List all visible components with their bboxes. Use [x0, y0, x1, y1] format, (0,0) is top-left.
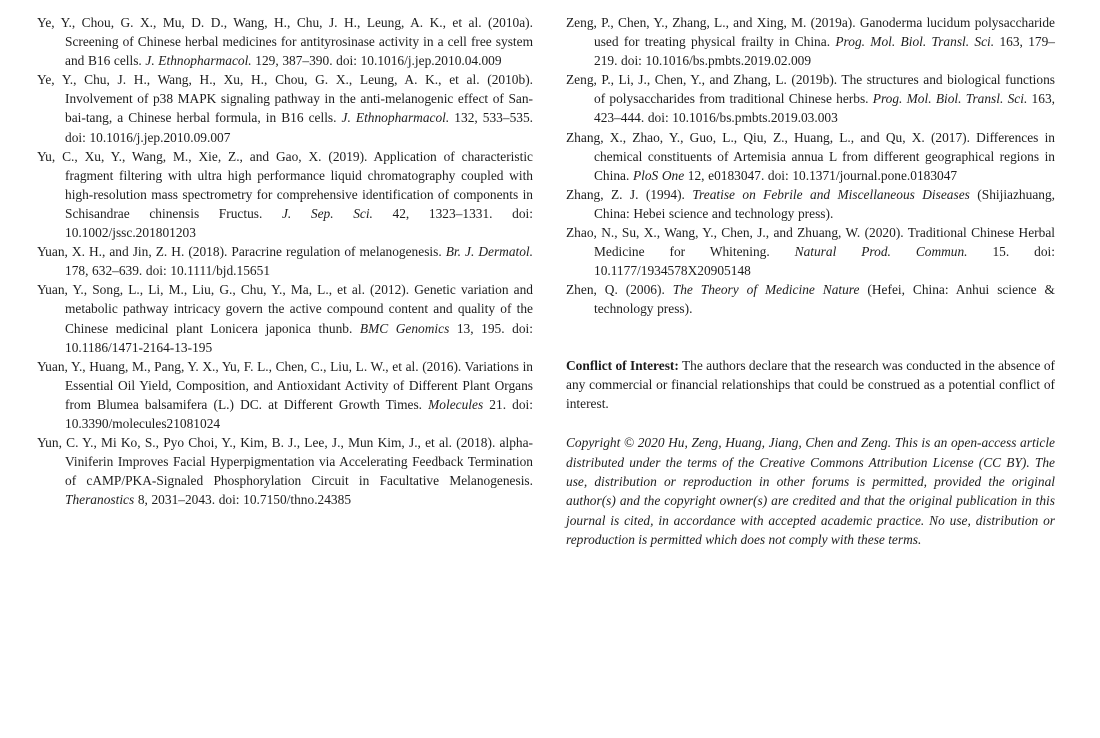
- journal-or-book-title: Molecules: [428, 396, 484, 412]
- reference-entry: [37, 357, 533, 433]
- reference-entry: [37, 280, 533, 356]
- reference-text: 163, 179–219. doi: 10.1016/bs.pmbts.2019.02.009: [594, 34, 1055, 69]
- reference-text: Zhang, Z. J. (1994).: [566, 186, 693, 202]
- reference-entry: [566, 13, 1055, 70]
- reference-text: 132, 533–535. doi: 10.1016/j.jep.2010.09.007: [65, 110, 534, 145]
- reference-entry: [37, 433, 533, 509]
- reference-text: Zhen, Q. (2006).: [566, 282, 673, 298]
- reference-text: Yun, C. Y., Mi Ko, S., Pyo Choi, Y., Kim, B. J., Lee, J., Mun Kim, J., et al. (2018). alpha-Viniferin Improves Facial Hyperpigmentation via Accelerating Feedback Termination of cAMP/PKA-Signaled Phosphorylation Circuit in Facultative Melanogenesis.: [37, 435, 533, 489]
- references-column-right: [566, 13, 1055, 738]
- reference-entry: [566, 223, 1055, 280]
- reference-text: Yuan, X. H., and Jin, Z. H. (2018). Paracrine regulation of melanogenesis.: [37, 244, 446, 260]
- reference-text: 178, 632–639. doi: 10.1111/bjd.15651: [65, 263, 271, 279]
- reference-text: 163, 423–444. doi: 10.1016/bs.pmbts.2019.03.003: [594, 91, 1055, 126]
- references-column-left: [37, 13, 533, 738]
- reference-entry: [37, 147, 533, 242]
- reference-text: Ye, Y., Chu, J. H., Wang, H., Xu, H., Chou, G. X., Leung, A. K., et al. (2010b). Involvement of p38 MAPK signaling pathway in the anti-melanogenic effect of San-bai-tang, a Chinese herbal formula, in B16 cells.: [37, 72, 533, 126]
- journal-or-book-title: Prog. Mol. Biol. Transl. Sci.: [835, 34, 995, 50]
- journal-or-book-title: Theranostics: [65, 492, 135, 508]
- reference-entry: [566, 128, 1055, 185]
- reference-text: 12, e0183047. doi: 10.1371/journal.pone.0183047: [684, 167, 958, 183]
- reference-text: 13, 195. doi: 10.1186/1471-2164-13-195: [65, 320, 533, 355]
- references-list-right: [566, 13, 1055, 319]
- journal-or-book-title: J. Ethnopharmacol.: [341, 110, 450, 126]
- reference-text: 129, 387–390. doi: 10.1016/j.jep.2010.04.009: [251, 53, 502, 69]
- reference-text: Zeng, P., Li, J., Chen, Y., and Zhang, L. (2019b). The structures and biological functions of polysaccharides from traditional Chinese herbs.: [566, 72, 1055, 107]
- journal-or-book-title: PloS One: [632, 167, 685, 183]
- reference-text: 15. doi: 10.1177/1934578X20905148: [594, 244, 1055, 279]
- journal-or-book-title: J. Ethnopharmacol.: [145, 53, 252, 69]
- conflict-of-interest-text: The authors declare that the research was conducted in the absence of any commercial or financial relationships that could be construed as a potential conflict of interest.: [566, 357, 1055, 412]
- conflict-of-interest-paragraph: [566, 356, 1055, 414]
- reference-text: Zhang, X., Zhao, Y., Guo, L., Qiu, Z., Huang, L., and Qu, X. (2017). Differences in chemical constituents of Artemisia annua L from different geographical regions in China.: [566, 129, 1055, 183]
- journal-or-book-title: Br. J. Dermatol.: [445, 244, 534, 260]
- reference-entry: [566, 280, 1055, 318]
- journal-or-book-title: The Theory of Medicine Nature: [672, 282, 860, 298]
- conflict-of-interest-label: Conflict of Interest:: [566, 357, 679, 373]
- reference-text: 42, 1323–1331. doi: 10.1002/jssc.201801203: [65, 205, 533, 241]
- journal-or-book-title: Prog. Mol. Biol. Transl. Sci.: [872, 91, 1028, 107]
- reference-entry: [37, 70, 533, 146]
- reference-text: (Shijiazhuang, China: Hebei science and technology press).: [594, 186, 1056, 221]
- reference-text: Zeng, P., Chen, Y., Zhang, L., and Xing, M. (2019a). Ganoderma lucidum polysaccharide used for treating physical frailty in China.: [566, 15, 1055, 50]
- journal-or-book-title: Treatise on Febrile and Miscellaneous Diseases: [692, 186, 970, 202]
- journal-or-book-title: BMC Genomics: [359, 320, 450, 336]
- reference-text: (Hefei, China: Anhui science & technology press).: [594, 282, 1055, 317]
- reference-text: Ye, Y., Chou, G. X., Mu, D. D., Wang, H., Chu, J. H., Leung, A. K., et al. (2010a). Screening of Chinese herbal medicines for antityrosinase activity in a cell free system and B16 cells.: [37, 15, 533, 69]
- journal-or-book-title: Natural Prod. Commun.: [794, 244, 968, 260]
- reference-text: Yu, C., Xu, Y., Wang, M., Xie, Z., and Gao, X. (2019). Application of characteristic fragment filtering with ultra high performance liquid chromatography coupled with high-resolution mass spectrometry for comprehensive identification of components in Schisandrae chinensis Fructus.: [37, 148, 533, 221]
- journal-or-book-title: J. Sep. Sci.: [281, 205, 373, 221]
- reference-text: 8, 2031–2043. doi: 10.7150/thno.24385: [134, 492, 352, 508]
- reference-entry: [37, 13, 533, 70]
- reference-entry: [37, 242, 533, 280]
- reference-text: 21. doi: 10.3390/molecules21081024: [65, 396, 534, 431]
- reference-text: Yuan, Y., Huang, M., Pang, Y. X., Yu, F. L., Chen, C., Liu, L. W., et al. (2016). Variations in Essential Oil Yield, Composition, and Antioxidant Activity of Different Plant Organs from Blumea balsamifera (L.) DC. at Different Growth Times.: [37, 358, 533, 412]
- reference-entry: [566, 185, 1055, 223]
- reference-text: Zhao, N., Su, X., Wang, Y., Chen, J., and Zhuang, W. (2020). Traditional Chinese Herbal Medicine for Whitening.: [566, 225, 1055, 260]
- copyright-paragraph: Copyright © 2020 Hu, Zeng, Huang, Jiang, Chen and Zeng. This is an open-access article distributed under the terms of the Creative Commons Attribution License (CC BY). The use, distribution or reproduction in other forums is permitted, provided the original author(s) and the copyright owner(s) are credited and that the original publication in this journal is cited, in accordance with accepted academic practice. No use, distribution or reproduction is permitted which does not comply with these terms.: [566, 435, 1055, 547]
- reference-text: Yuan, Y., Song, L., Li, M., Liu, G., Chu, Y., Ma, L., et al. (2012). Genetic variation and metabolic pathway intricacy govern the active compound content and quality of the Chinese medicinal plant Lonicera japonica thunb.: [37, 282, 533, 336]
- reference-entry: [566, 70, 1055, 127]
